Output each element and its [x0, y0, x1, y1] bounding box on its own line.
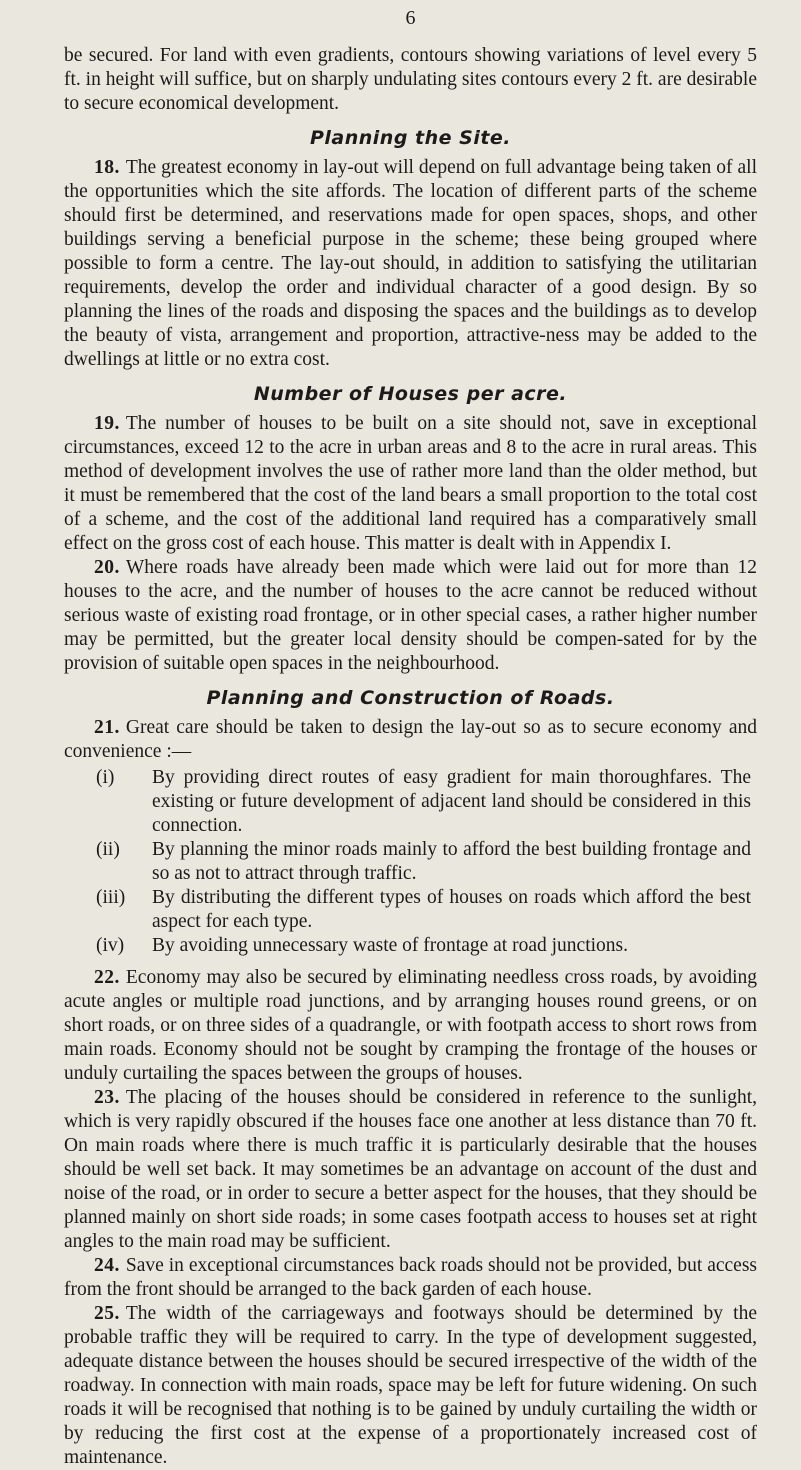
- paragraph-number: 19.: [94, 413, 120, 434]
- paragraph-number: 18.: [94, 157, 120, 178]
- paragraph-19: [64, 412, 757, 556]
- list-item: [64, 886, 757, 934]
- heading-number-of-houses: Number of Houses per acre.: [253, 383, 568, 405]
- list-item-text: By avoiding unnecessary waste of frontage at road junctions.: [152, 935, 628, 956]
- paragraph-20: [64, 556, 757, 676]
- list-item: [64, 838, 757, 886]
- economy-list: [64, 766, 757, 958]
- paragraph-number: 24.: [94, 1255, 120, 1276]
- paragraph-number: 21.: [94, 717, 120, 738]
- paragraph-number: 25.: [94, 1303, 120, 1324]
- list-item-text: By planning the minor roads mainly to afford the best building frontage and so as not to attract through traffic.: [152, 839, 751, 884]
- paragraph-text: The placing of the houses should be considered in reference to the sunlight, which is very rapidly obscured if the houses face one another at less distance than 70 ft. On main roads where there is much traffic it is particularly desirable that the houses should be well set back. It may sometimes be an advantage on account of the dust and noise of the road, or in order to secure a better aspect for the houses, that they should be planned mainly on short side roads; in some cases footpath access to houses set at right angles to the main road may be sufficient.: [64, 1087, 757, 1252]
- paragraph-23: [64, 1086, 757, 1254]
- heading-planning-roads: Planning and Construction of Roads.: [206, 687, 615, 709]
- paragraph-text: The number of houses to be built on a site should not, save in exceptional circumstances, exceed 12 to the acre in urban areas and 8 to the acre in rural areas. This method of development involves the use of rather more land than the older method, but it must be remembered that the cost of the land bears a small proportion to the total cost of a scheme, and the cost of the additional land required has a comparatively small effect on the gross cost of each house. This matter is dealt with in Appendix I.: [64, 413, 757, 554]
- paragraph-text: The greatest economy in lay-out will depend on full advantage being taken of all the opportunities which the site affords. The location of different parts of the scheme should first be determined, and reservations made for open spaces, shops, and other buildings serving a beneficial purpose in the scheme; these being grouped where possible to form a centre. The lay-out should, in addition to satisfying the utilitarian requirements, develop the order and individual character of a good design. By so planning the lines of the roads and disposing the spaces and the buildings as to develop the beauty of vista, arrangement and proportion, attractive-ness may be added to the dwellings at little or no extra cost.: [64, 157, 757, 370]
- paragraph-number: 23.: [94, 1087, 120, 1108]
- list-marker: (ii): [96, 839, 120, 860]
- paragraph-text: Great care should be taken to design the lay-out so as to secure economy and convenience :—: [64, 717, 757, 762]
- intro-paragraph: be secured. For land with even gradients, contours showing variations of level every 5 ft. in height will suffice, but on sharply undulating sites contours every 2 ft. are desirable to secure economical development.: [64, 45, 757, 114]
- heading-planning-the-site: Planning the Site.: [309, 127, 512, 149]
- paragraph-number: 20.: [94, 557, 120, 578]
- list-item: [64, 934, 757, 958]
- paragraph-text: Save in exceptional circumstances back roads should not be provided, but access from the front should be arranged to the back garden of each house.: [64, 1255, 757, 1300]
- paragraph-22: [64, 966, 757, 1086]
- list-item-text: By distributing the different types of houses on roads which afford the best aspect for each type.: [152, 887, 751, 932]
- page-number: 6: [405, 7, 416, 29]
- paragraph-text: Economy may also be secured by eliminating needless cross roads, by avoiding acute angles or multiple road junctions, and by arranging houses round greens, or on short roads, or on three sides of a quadrangle, or with footpath access to short rows from main roads. Economy should not be sought by cramping the frontage of the houses or unduly curtailing the spaces between the groups of houses.: [64, 967, 757, 1084]
- list-item: [64, 766, 757, 838]
- paragraph-number: 22.: [94, 967, 120, 988]
- list-item-text: By providing direct routes of easy gradient for main thoroughfares. The existing or future development of adjacent land should be considered in this connection.: [152, 767, 751, 836]
- paragraph-18: [64, 156, 757, 372]
- list-marker: (iv): [96, 935, 125, 956]
- paragraph-25: [64, 1302, 757, 1470]
- paragraph-24: [64, 1254, 757, 1302]
- paragraph-text: Where roads have already been made which were laid out for more than 12 houses to the acre, and the number of houses to the acre cannot be reduced without serious waste of existing road frontage, or in other special cases, a rather higher number may be permitted, but the greater local density should be compen-sated for by the provision of suitable open spaces in the neighbourhood.: [64, 557, 757, 674]
- list-marker: (iii): [96, 887, 126, 908]
- paragraph-text: The width of the carriageways and footways should be determined by the probable traffic they will be required to carry. In the type of development suggested, adequate distance between the houses should be secured irrespective of the width of the roadway. In connection with main roads, space may be left for future widening. On such roads it will be recognised that nothing is to be gained by unduly curtailing the width or by reducing the first cost at the expense of a proportionately increased cost of maintenance.: [64, 1303, 757, 1468]
- list-marker: (i): [96, 767, 115, 788]
- paragraph-21: [64, 716, 757, 764]
